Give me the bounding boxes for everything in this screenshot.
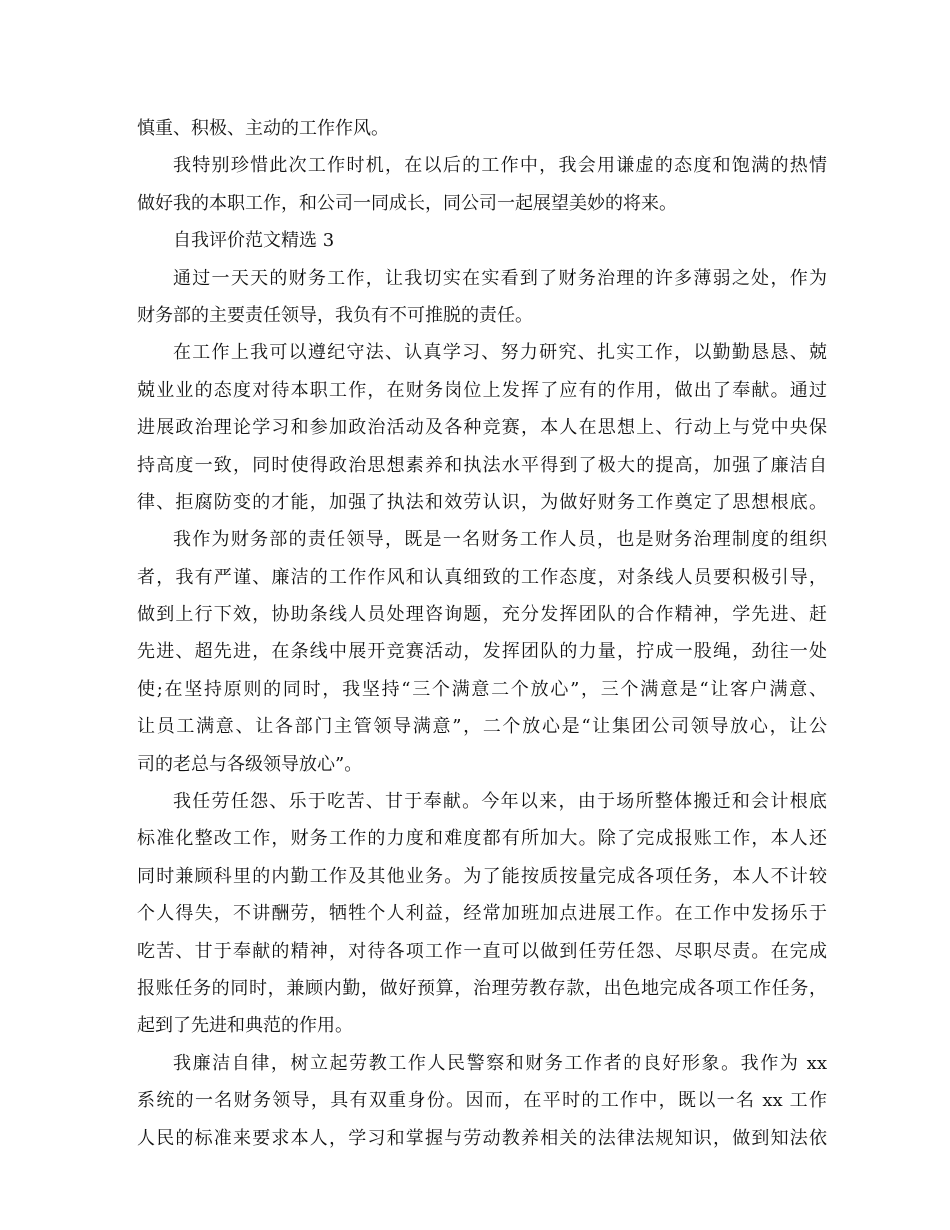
text-line-20: 标准化整改工作，财务工作的力度和难度都有所加大。除了完成报账工作，本人还: [137, 828, 827, 850]
text-line-24: 报账任务的同时，兼顾内勤，做好预算，治理劳教存款，出色地完成各项工作任务，: [137, 977, 827, 999]
text-line-28: 人民的标准来要求本人，学习和掌握与劳动教养相关的法律法规知识，做到知法依: [137, 1127, 827, 1149]
text-line-13: 者，我有严谨、廉洁的工作作风和认真细致的工作态度，对条线人员要积极引导，: [137, 566, 827, 588]
text-line-27: 系统的一名财务领导，具有双重身份。因而，在平时的工作中，既以一名 xx 工作: [137, 1090, 827, 1112]
text-line-03: 做好我的本职工作，和公司一同成长，同公司一起展望美妙的将来。: [137, 192, 677, 214]
text-line-10: 持高度一致，同时使得政治思想素养和执法水平得到了极大的提高，加强了廉洁自: [137, 454, 827, 476]
text-line-02: 我特别珍惜此次工作时机，在以后的工作中，我会用谦虚的态度和饱满的热情: [173, 155, 827, 177]
text-line-18: 司的老总与各级领导放心”。: [137, 753, 363, 775]
text-line-05: 通过一天天的财务工作，让我切实在实看到了财务治理的许多薄弱之处，作为: [173, 267, 827, 289]
text-line-12: 我作为财务部的责任领导，既是一名财务工作人员，也是财务治理制度的组织: [173, 529, 827, 551]
text-line-14: 做到上行下效，协助条线人员处理咨询题，充分发挥团队的合作精神，学先进、赶: [137, 604, 827, 626]
text-line-22: 个人得失，不讲酬劳，牺牲个人利益，经常加班加点进展工作。在工作中发扬乐于: [137, 903, 827, 925]
text-line-15: 先进、超先进，在条线中展开竞赛活动，发挥团队的力量，拧成一股绳，劲往一处: [137, 641, 827, 663]
text-line-19: 我任劳任怨、乐于吃苦、甘于奉献。今年以来，由于场所整体搬迁和会计根底: [173, 791, 827, 813]
text-line-23: 吃苦、甘于奉献的精神，对待各项工作一直可以做到任劳任怨、尽职尽责。在完成: [137, 940, 827, 962]
text-line-11: 律、拒腐防变的才能，加强了执法和效劳认识，为做好财务工作奠定了思想根底。: [137, 491, 827, 513]
text-line-07: 在工作上我可以遵纪守法、认真学习、努力研究、扎实工作，以勤勤恳恳、兢: [173, 342, 827, 364]
section-heading: 自我评价范文精选 3: [173, 230, 335, 252]
document-body: [137, 110, 827, 1157]
text-line-21: 同时兼顾科里的内勤工作及其他业务。为了能按质按量完成各项任务，本人不计较: [137, 865, 827, 887]
text-line-01: 慎重、积极、主动的工作作风。: [137, 118, 389, 139]
text-line-06: 财务部的主要责任领导，我负有不可推脱的责任。: [137, 304, 533, 326]
text-line-26: 我廉洁自律，树立起劳教工作人民警察和财务工作者的良好形象。我作为 xx: [173, 1052, 827, 1074]
text-line-17: 让员工满意、让各部门主管领导满意”，二个放心是“让集团公司领导放心，让公: [137, 716, 827, 738]
text-line-09: 进展政治理论学习和参加政治活动及各种竞赛，本人在思想上、行动上与党中央保: [137, 417, 827, 439]
text-line-16: 使;在坚持原则的同时，我坚持“三个满意二个放心”，三个满意是“让客户满意、: [137, 678, 827, 700]
text-line-25: 起到了先进和典范的作用。: [137, 1015, 353, 1037]
text-line-08: 兢业业的态度对待本职工作，在财务岗位上发挥了应有的作用，做出了奉献。通过: [137, 379, 827, 401]
